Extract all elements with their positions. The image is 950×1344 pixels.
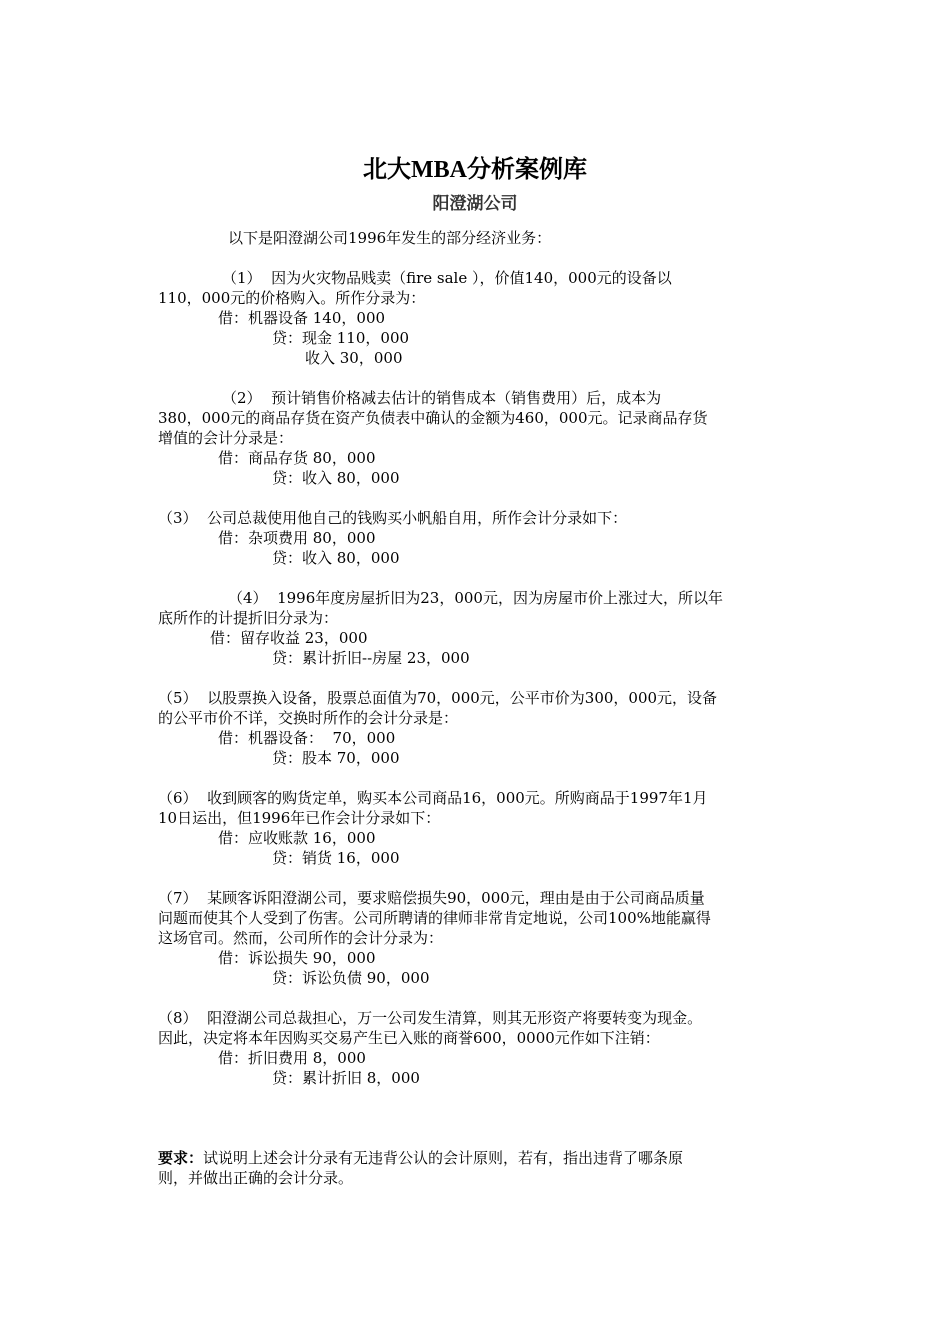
- page-title: 北大MBA分析案例库: [363, 157, 587, 183]
- item-4-line-1: （4） 1996年度房屋折旧为23，000元，因为房屋市价上涨过大，所以年: [228, 589, 723, 607]
- item-6-line-1: （6） 收到顾客的购货定单，购买本公司商品16，000元。所购商品于1997年1月: [158, 789, 708, 807]
- item-7-line-3: 这场官司。然而，公司所作的会计分录为：: [158, 929, 444, 947]
- requirement-line-2: 则，并做出正确的会计分录。: [158, 1169, 354, 1187]
- item-3-credit: 贷：收入 80，000: [272, 549, 400, 567]
- item-8-credit: 贷：累计折旧 8，000: [272, 1069, 420, 1087]
- requirement-text-1: 试说明上述会计分录有无违背公认的会计原则，若有，指出违背了哪条原: [203, 1149, 684, 1167]
- item-4-credit: 贷：累计折旧--房屋 23，000: [272, 649, 470, 667]
- item-5-line-2: 的公平市价不详，交换时所作的会计分录是：: [158, 709, 459, 727]
- item-8-debit: 借：折旧费用 8，000: [218, 1049, 366, 1067]
- item-5-line-1: （5） 以股票换入设备，股票总面值为70，000元，公平市价为300，000元，设备: [158, 689, 718, 707]
- item-7-line-1: （7） 某顾客诉阳澄湖公司，要求赔偿损失90，000元，理由是由于公司商品质量: [158, 889, 705, 907]
- item-2-line-1: （2） 预计销售价格减去估计的销售成本（销售费用）后，成本为: [222, 389, 662, 407]
- item-2-line-3: 增值的会计分录是：: [158, 429, 294, 447]
- item-1-credit-2: 收入 30，000: [305, 349, 403, 367]
- item-4-line-2: 底所作的计提折旧分录为：: [158, 609, 339, 627]
- item-3-line-1: （3） 公司总裁使用他自己的钱购买小帆船自用，所作会计分录如下：: [158, 509, 628, 527]
- item-2-credit: 贷：收入 80，000: [272, 469, 400, 487]
- item-6-credit: 贷：销货 16，000: [272, 849, 400, 867]
- item-6-debit: 借：应收账款 16，000: [218, 829, 376, 847]
- item-5-credit: 贷：股本 70，000: [272, 749, 400, 767]
- item-2-line-2: 380，000元的商品存货在资产负债表中确认的金额为460，000元。记录商品存货: [158, 409, 708, 427]
- intro-text: 以下是阳澄湖公司1996年发生的部分经济业务：: [228, 229, 552, 247]
- item-1-line-2: 110，000元的价格购入。所作分录为：: [158, 289, 426, 307]
- item-1-line-1: （1） 因为火灾物品贱卖（fire sale ），价值140，000元的设备以: [222, 269, 672, 287]
- item-2-debit: 借：商品存货 80，000: [218, 449, 376, 467]
- requirement-line-1: [158, 1148, 683, 1168]
- item-8-line-1: （8） 阳澄湖公司总裁担心，万一公司发生清算，则其无形资产将要转变为现金。: [158, 1009, 703, 1027]
- requirement-label: 要求：: [158, 1149, 204, 1167]
- item-1-debit: 借：机器设备 140，000: [218, 309, 386, 327]
- item-3-debit: 借：杂项费用 80，000: [218, 529, 376, 547]
- item-7-credit: 贷：诉讼负债 90，000: [272, 969, 430, 987]
- item-7-line-2: 问题而使其个人受到了伤害。公司所聘请的律师非常肯定地说，公司100%地能赢得: [158, 909, 711, 927]
- page-subtitle: 阳澄湖公司: [432, 194, 518, 214]
- item-4-debit: 借：留存收益 23，000: [210, 629, 368, 647]
- item-8-line-2: 因此，决定将本年因购买交易产生已入账的商誉600，0000元作如下注销：: [158, 1029, 660, 1047]
- item-1-credit: 贷：现金 110，000: [272, 329, 410, 347]
- item-6-line-2: 10日运出，但1996年已作会计分录如下：: [158, 809, 441, 827]
- item-5-debit: 借：机器设备： 70，000: [218, 729, 396, 747]
- item-7-debit: 借：诉讼损失 90，000: [218, 949, 376, 967]
